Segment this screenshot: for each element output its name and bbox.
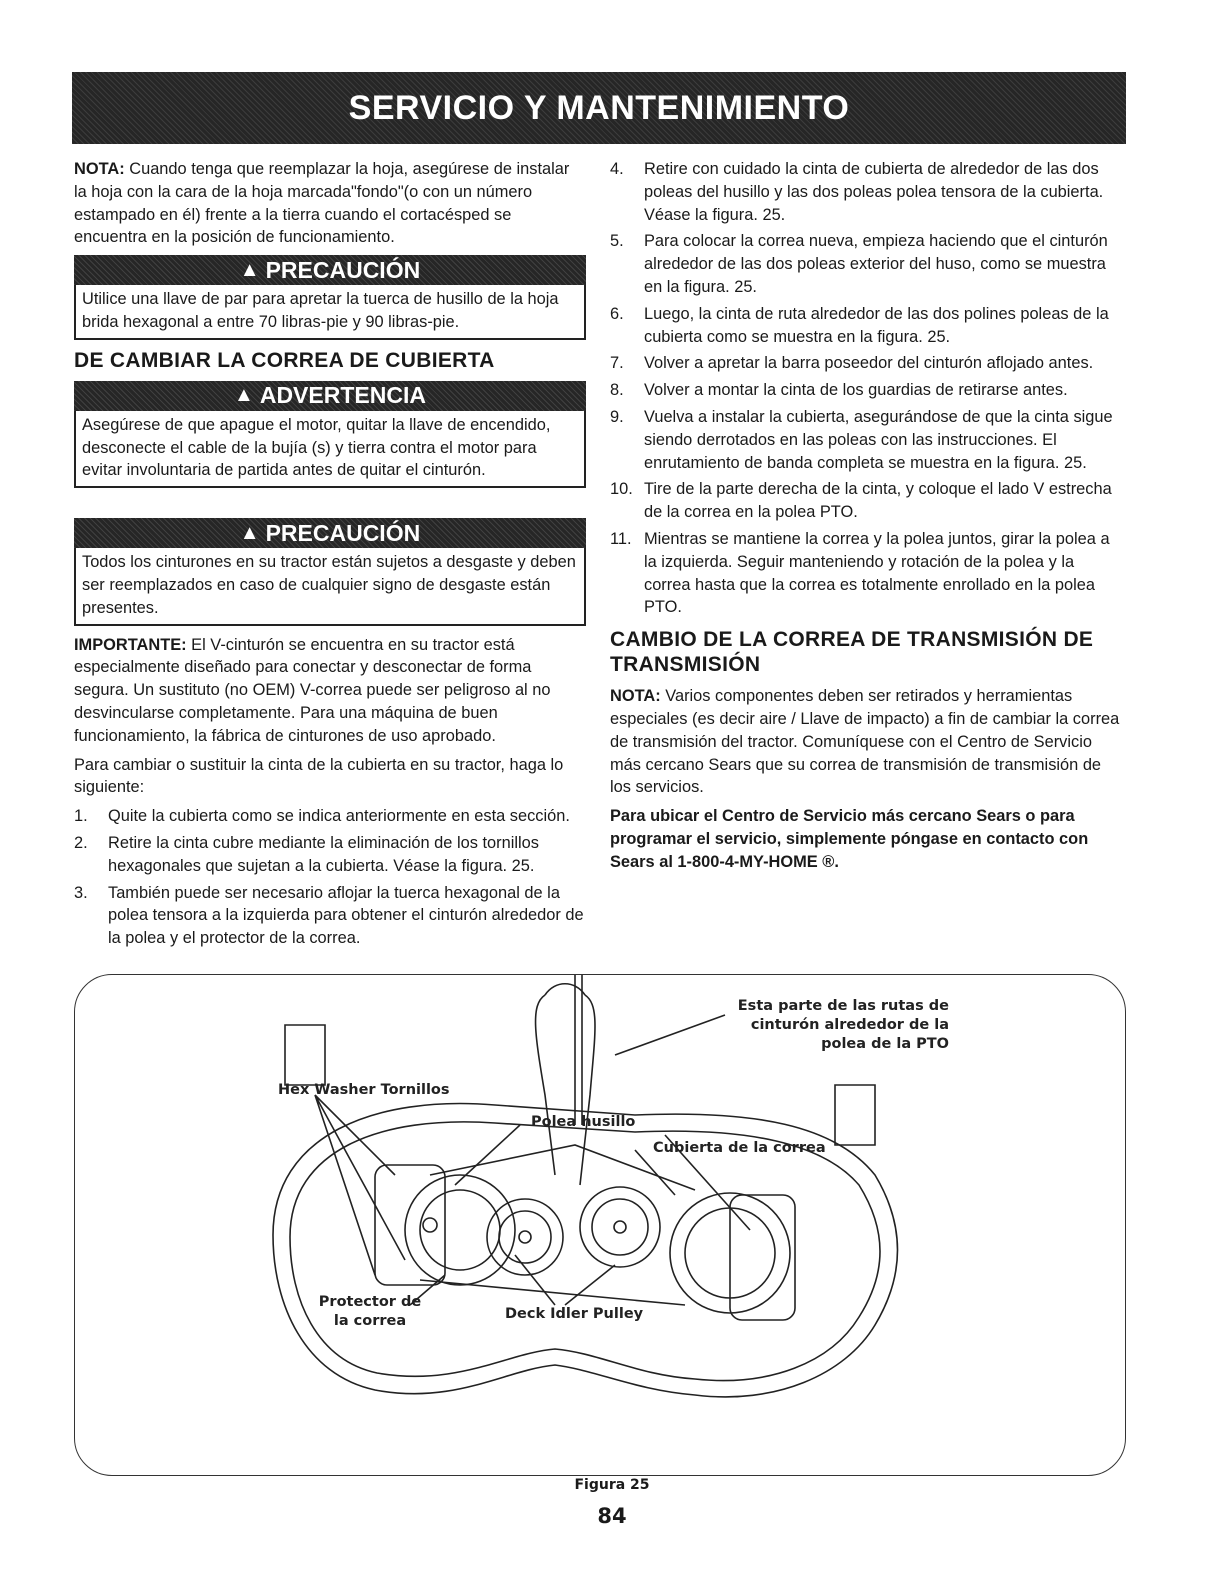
caution-text-2: Todos los cinturones en su tractor están sujetos a desgaste y deben ser reemplazados en caso de cualquier signo de desgaste están presentes.: [82, 553, 576, 617]
warning-triangle-icon: ▲: [239, 521, 260, 544]
caution-title-1: PRECAUCIÓN: [265, 256, 421, 283]
step-number: 1.: [74, 807, 88, 826]
idler-pulley-left-inner: [499, 1211, 551, 1263]
list-item: [610, 379, 1122, 402]
caution-box-1: [74, 285, 586, 340]
caution-box-2: [74, 548, 586, 625]
list-item: [74, 882, 586, 950]
nota-label: NOTA:: [74, 160, 125, 178]
right-column: [610, 158, 1122, 880]
label-pto-route: Esta parte de las rutas de cinturón alrededor de la polea de la PTO: [737, 998, 949, 1052]
step-number: 7.: [610, 354, 624, 373]
warning-banner: [74, 381, 586, 411]
caution-banner-2: [74, 518, 586, 548]
pto-belt: [536, 995, 595, 1185]
step-text: Luego, la cinta de ruta alrededor de las dos polines poleas de la cubierta como se muestra en la figura. 25.: [644, 304, 1109, 346]
warning-title: ADVERTENCIA: [259, 382, 426, 409]
left-spindle-hub: [423, 1218, 437, 1232]
left-gauge-wheel: [285, 1025, 325, 1085]
step-number: 4.: [610, 160, 624, 178]
label-polea-husillo: Polea husillo: [531, 1114, 636, 1130]
step-number: 2.: [74, 833, 88, 852]
step-text: Retire la cinta cubre mediante la eliminación de los tornillos hexagonales que sujetan a la cubierta. Véase la figura. 25.: [108, 833, 539, 875]
list-item: [610, 158, 1122, 226]
pto-rod: [575, 975, 582, 1125]
list-item: [610, 352, 1122, 375]
caution-text-1: Utilice una llave de par para apretar la tuerca de husillo de la hoja brida hexagonal a entre 70 libras-pie y 90 libras-pie.: [82, 290, 559, 331]
figure-25-frame: [74, 974, 1126, 1476]
hex-washer-leader-lines: [315, 1095, 405, 1275]
step-text: Retire con cuidado la cinta de cubierta de alrededor de las dos poleas del husillo y las dos poleas polea tensora de la cubierta. Véase la figura. 25.: [644, 160, 1104, 224]
nota-transmission-paragraph: [610, 685, 1122, 799]
step-text: Volver a apretar la barra poseedor del cinturón aflojado antes.: [644, 354, 1094, 373]
warning-triangle-icon: ▲: [234, 384, 254, 407]
right-gauge-wheel: [835, 1085, 875, 1145]
step-number: 5.: [610, 232, 624, 251]
steps-list-right: [610, 158, 1122, 619]
mower-deck-diagram: [75, 975, 1125, 1475]
figure-caption: Figura 25: [574, 1477, 650, 1493]
page-number: 84: [597, 1504, 627, 1528]
section-title-transmission-belt: CAMBIO DE LA CORREA DE TRANSMISIÓN DE TRANSMISIÓN: [610, 628, 1094, 677]
list-item: [610, 230, 1122, 298]
left-column: [74, 158, 586, 954]
step-text: Quite la cubierta como se indica anteriormente en esta sección.: [108, 807, 570, 826]
section-header-title: SERVICIO Y MANTENIMIENTO: [348, 88, 850, 127]
step-text: Vuelva a instalar la cubierta, asegurándose de que la cinta sigue siendo derrotados en las poleas con las instrucciones. El enrutamiento de banda completa se muestra en la figura. 25.: [644, 407, 1113, 472]
list-item: [610, 303, 1122, 349]
step-number: 6.: [610, 304, 624, 323]
list-item: [610, 528, 1122, 619]
warning-text: Asegúrese de que apague el motor, quitar la llave de encendido, desconecte el cable de la bujía (s) y tierra contra el motor para evitar involuntaria de partida antes de quitar el cinturón.: [82, 415, 551, 480]
nota-text: Cuando tenga que reemplazar la hoja, asegúrese de instalar la hoja con la cara de la hoja marcada"fondo"(o con un número estampado en él) frente a la tierra cuando el cortacésped se encuentra en la posición de funcionamiento.: [74, 160, 570, 247]
label-hex-washer: Hex Washer Tornillos: [278, 1082, 450, 1098]
deck-inner-outline: [290, 1122, 880, 1381]
idler-pulley-right-hub: [614, 1221, 626, 1233]
sears-contact-paragraph: Para ubicar el Centro de Servicio más cercano Sears o para programar el servicio, simplemente póngase en contacto con Sears al 1-800-4-MY-HOME ®.: [610, 807, 1089, 871]
left-spindle-pulley: [405, 1175, 515, 1285]
step-text: Para colocar la correa nueva, empieza haciendo que el cinturón alrededor de las dos poleas exterior del huso, como se muestra en la figura. 25.: [644, 232, 1108, 296]
intro-paragraph: Para cambiar o sustituir la cinta de la cubierta en su tractor, haga lo siguiente:: [74, 755, 564, 797]
nota-paragraph: [74, 158, 586, 249]
nota-text: Varios componentes deben ser retirados y herramientas especiales (es decir aire / Llave de impacto) a fin de cambiar la correa de transmisión del tractor. Comuníquese con el Centro de Servicio más cercano Sears que su correa de transmisión de transmisión de los servicios.: [610, 687, 1120, 797]
step-number: 11.: [610, 529, 632, 548]
importante-paragraph: [74, 634, 586, 748]
importante-text: El V-cinturón se encuentra en su tractor está especialmente diseñado para conectar y desconectar de forma segura. Un sustituto (no OEM) V-correa puede ser peligroso al no desvincularse completamente. Para una máquina de buen funcionamiento, la fábrica de cinturones de uso aprobado.: [74, 635, 551, 745]
label-cubierta-correa: Cubierta de la correa: [653, 1140, 826, 1156]
idler-pulley-left-hub: [519, 1231, 531, 1243]
step-number: 9.: [610, 407, 624, 426]
warning-triangle-icon: ▲: [239, 258, 260, 281]
idler-pulley-right-inner: [592, 1199, 648, 1255]
section-title-deck-belt: DE CAMBIAR LA CORREA DE CUBIERTA: [74, 348, 495, 372]
warning-box: [74, 411, 586, 488]
list-item: [74, 805, 586, 828]
label-deck-idler-pulley: Deck Idler Pulley: [505, 1306, 644, 1322]
section-header-banner: [72, 72, 1126, 144]
label-protector-correa: Protector de la correa: [318, 1294, 422, 1329]
caution-title-2: PRECAUCIÓN: [265, 519, 421, 546]
step-text: Tire de la parte derecha de la cinta, y coloque el lado V estrecha de la correa en la polea PTO.: [644, 480, 1112, 522]
step-number: 8.: [610, 381, 624, 400]
importante-label: IMPORTANTE:: [74, 635, 187, 654]
deck-belt-path: [420, 1145, 695, 1305]
pto-belt-top: [545, 984, 585, 995]
list-item: [610, 478, 1122, 524]
pto-leader-line: [615, 1015, 725, 1055]
step-number: 10.: [610, 480, 633, 499]
steps-list-left: [74, 805, 586, 950]
nota-label: NOTA:: [610, 687, 661, 706]
step-text: También puede ser necesario aflojar la tuerca hexagonal de la polea tensora a la izquierda para obtener el cinturón alrededor de la polea y el protector de la correa.: [108, 883, 584, 948]
step-number: 3.: [74, 883, 88, 902]
husillo-leader-line: [455, 1125, 520, 1185]
list-item: [610, 406, 1122, 474]
caution-banner-1: [74, 255, 586, 285]
step-text: Mientras se mantiene la correa y la polea juntos, girar la polea a la izquierda. Seguir manteniendo y rotación de la polea y la correa hasta que la correa es totalmente enrollado en la polea PTO.: [644, 529, 1110, 617]
step-text: Volver a montar la cinta de los guardias de retirarse antes.: [644, 381, 1068, 400]
right-spindle-housing: [730, 1195, 795, 1320]
list-item: [74, 832, 586, 878]
